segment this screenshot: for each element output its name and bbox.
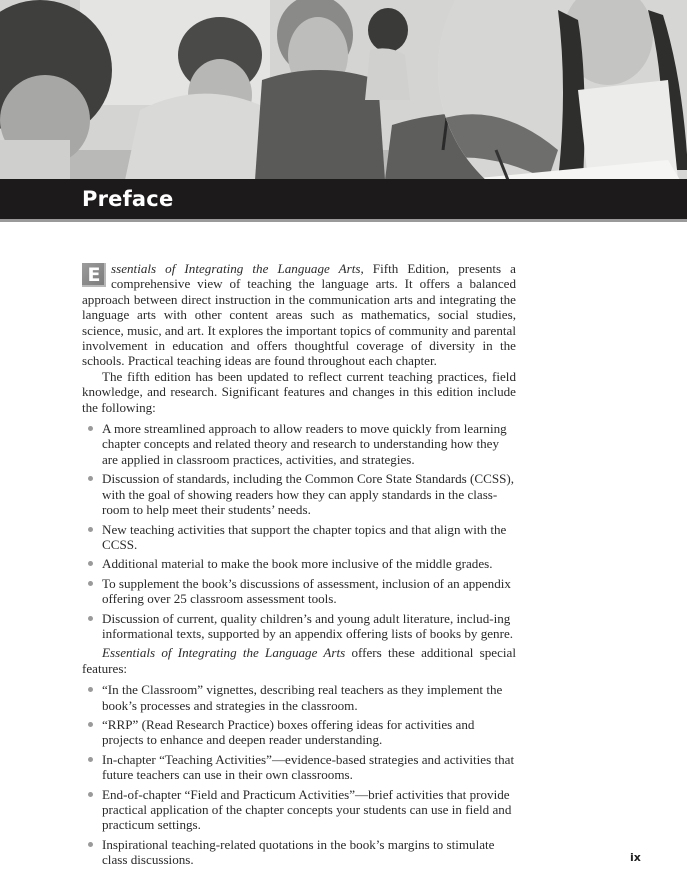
list-item: [82, 787, 516, 833]
list-item-text: A more streamlined approach to allow readers to move quickly from learning chapter concepts and related theory and research to understanding how they are applied in classroom practices, activities, and strategies.: [102, 421, 507, 467]
lead-paragraph-text: Fifth Edition, presents a comprehensive view of teaching the language arts. It offers a balanced approach between direct instruction in the communication arts and integrating the language arts with other content areas such as mathematics, social studies, science, music, and art. It explores the important topics of community and parental involvement in education and offers thoughtful coverage of diversity in the schools. Practical teaching ideas are found throughout each chapter.: [82, 261, 516, 369]
list-item: [82, 522, 516, 553]
list-item-text: Inspirational teaching-related quotations in the book’s margins to stimulate class discussions.: [102, 836, 495, 868]
list-item-text: Discussion of standards, including the Common Core State Standards (CCSS), with the goal of showing readers how they can apply standards in the class-room to help meet their students’ needs.: [102, 471, 515, 518]
list-item-text: In-chapter “Teaching Activities”—evidence-based strategies and activities that future teachers can use in their own classrooms.: [102, 751, 515, 783]
list-item: [82, 421, 516, 467]
list-item: [82, 837, 516, 868]
header-photo: [0, 0, 687, 180]
changes-list: [82, 421, 516, 641]
lead-paragraph: [82, 261, 516, 369]
list-item-text: “In the Classroom” vignettes, describing real teachers as they implement the book’s processes and strategies in the classroom.: [102, 682, 503, 713]
book-title-italic: ssentials of Integrating the Language Arts,: [111, 261, 364, 276]
list-item-text: New teaching activities that support the chapter topics and that align with the CCSS.: [102, 521, 507, 552]
features-intro: [82, 645, 516, 676]
special-features-list: [82, 682, 516, 867]
list-item-text: “RRP” (Read Research Practice) boxes offering ideas for activities and projects to enhance and deepen reader understanding.: [102, 716, 475, 748]
list-item: [82, 611, 516, 642]
bullet-icon: [88, 842, 93, 847]
bullet-icon: [88, 561, 93, 566]
bullet-icon: [88, 722, 93, 727]
bullet-icon: [88, 426, 93, 431]
list-item-text: Additional material to make the book more inclusive of the middle grades.: [102, 556, 493, 572]
list-item: [82, 752, 516, 783]
list-item: [82, 471, 516, 517]
list-item-text: To supplement the book’s discussions of assessment, inclusion of an appendix offering over 25 classroom assessment tools.: [102, 575, 511, 607]
list-item: [82, 576, 516, 607]
list-item: [82, 717, 516, 748]
list-item: [82, 556, 516, 571]
bullet-icon: [88, 687, 93, 692]
page-number: ix: [630, 851, 641, 864]
preface-body: [82, 261, 516, 872]
book-title-italic: Essentials of Integrating the Language Arts: [102, 645, 346, 661]
bullet-icon: [88, 792, 93, 797]
list-item: [82, 682, 516, 713]
bullet-icon: [88, 581, 93, 586]
list-item-text: End-of-chapter “Field and Practicum Activities”—brief activities that provide practical application of the chapter concepts your students can use in field and practicum settings.: [102, 786, 512, 833]
dropcap-letter: E: [82, 263, 106, 287]
title-bar-rule: [0, 219, 687, 222]
page-title: Preface: [82, 187, 174, 211]
bullet-icon: [88, 527, 93, 532]
bullet-icon: [88, 757, 93, 762]
list-item-text: Discussion of current, quality children’s and young adult literature, includ-ing informational texts, supported by an appendix offering lists of books by genre.: [102, 610, 514, 641]
bullet-icon: [88, 616, 93, 621]
photo-lens-overlay: [438, 0, 687, 180]
bullet-icon: [88, 476, 93, 481]
features-intro-text: offers these additional special features:: [82, 645, 516, 676]
second-paragraph: The fifth edition has been updated to reflect current teaching practices, field knowledge, and research. Significant features and changes in this edition include the following:: [82, 368, 516, 415]
